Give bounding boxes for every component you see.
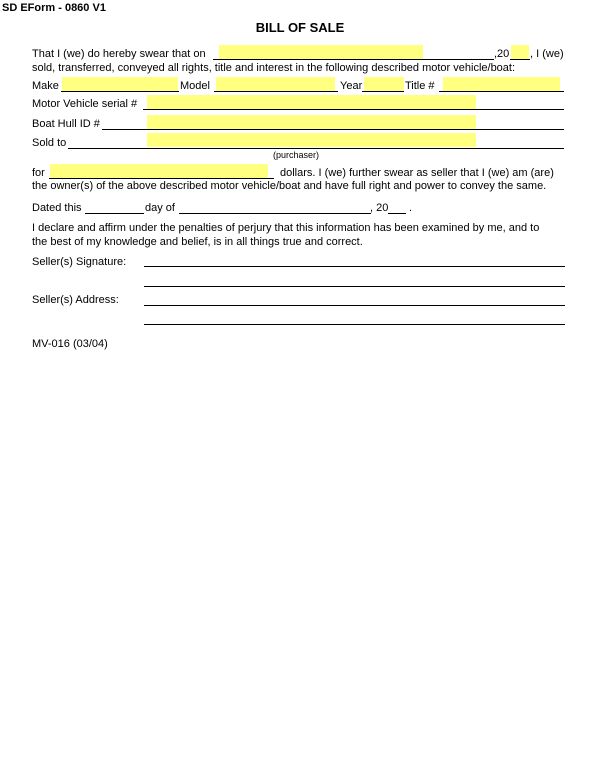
make-field[interactable] [62, 77, 178, 91]
dated-label: Dated this [32, 202, 82, 214]
title-number-line [439, 91, 564, 92]
statement-line2: sold, transferred, conveyed all rights, title and interest in the following described motor vehicle/boat: [32, 62, 516, 74]
year-label: Year [340, 80, 363, 92]
model-label: Model [180, 80, 210, 92]
model-line [214, 91, 338, 92]
dated-end: . [409, 202, 413, 214]
statement-lead: That I (we) do hereby swear that on [32, 48, 206, 60]
statement-tail: , I (we) [530, 48, 564, 60]
hull-id-line [102, 129, 564, 130]
dated-month-line[interactable] [179, 213, 371, 214]
signature-label: Seller(s) Signature: [32, 256, 127, 268]
form-id: SD EForm - 0860 V1 [2, 2, 106, 14]
purchaser-field[interactable] [147, 133, 476, 147]
hull-id-field[interactable] [147, 115, 476, 129]
sale-date-field[interactable] [219, 45, 423, 59]
dated-day-line[interactable] [85, 213, 144, 214]
statement-year-prefix: ,20 [494, 48, 510, 60]
sold-to-line [68, 148, 564, 149]
serial-field[interactable] [147, 95, 476, 109]
dated-year-prefix: , 20 [370, 202, 389, 214]
dated-year-line[interactable] [388, 213, 406, 214]
make-label: Make [32, 80, 59, 92]
dollars-text: dollars. I (we) further swear as seller that I (we) am (are) [280, 167, 554, 179]
amount-line [49, 178, 274, 179]
title-number-label: Title # [405, 80, 435, 92]
amount-field[interactable] [50, 164, 268, 178]
serial-line [143, 109, 564, 110]
title-number-field[interactable] [443, 77, 560, 91]
make-line [61, 91, 179, 92]
signature-line-1[interactable] [144, 266, 565, 267]
address-line-1[interactable] [144, 305, 565, 306]
purchaser-caption: (purchaser) [273, 150, 320, 160]
address-line-2[interactable] [144, 324, 565, 325]
signature-line-2[interactable] [144, 286, 565, 287]
form-number: MV-016 (03/04) [32, 338, 108, 350]
sale-date-line [213, 59, 494, 60]
year-field[interactable] [364, 77, 404, 91]
year-line [362, 91, 404, 92]
for-label: for [32, 167, 45, 179]
sold-to-label: Sold to [32, 137, 67, 149]
model-field[interactable] [216, 77, 335, 91]
hull-id-label: Boat Hull ID # [32, 118, 100, 130]
sale-year-line [510, 59, 530, 60]
day-of-label: day of [145, 202, 175, 214]
declaration-line2: the best of my knowledge and belief, is in all things true and correct. [32, 236, 363, 248]
page-title: BILL OF SALE [255, 20, 345, 35]
sale-year-field[interactable] [511, 45, 529, 59]
serial-label: Motor Vehicle serial # [32, 98, 138, 110]
ownership-text: the owner(s) of the above described motor vehicle/boat and have full right and power to convey the same. [32, 180, 547, 192]
address-label: Seller(s) Address: [32, 294, 119, 306]
declaration-line1: I declare and affirm under the penalties of perjury that this information has been examined by me, and to [32, 222, 540, 234]
